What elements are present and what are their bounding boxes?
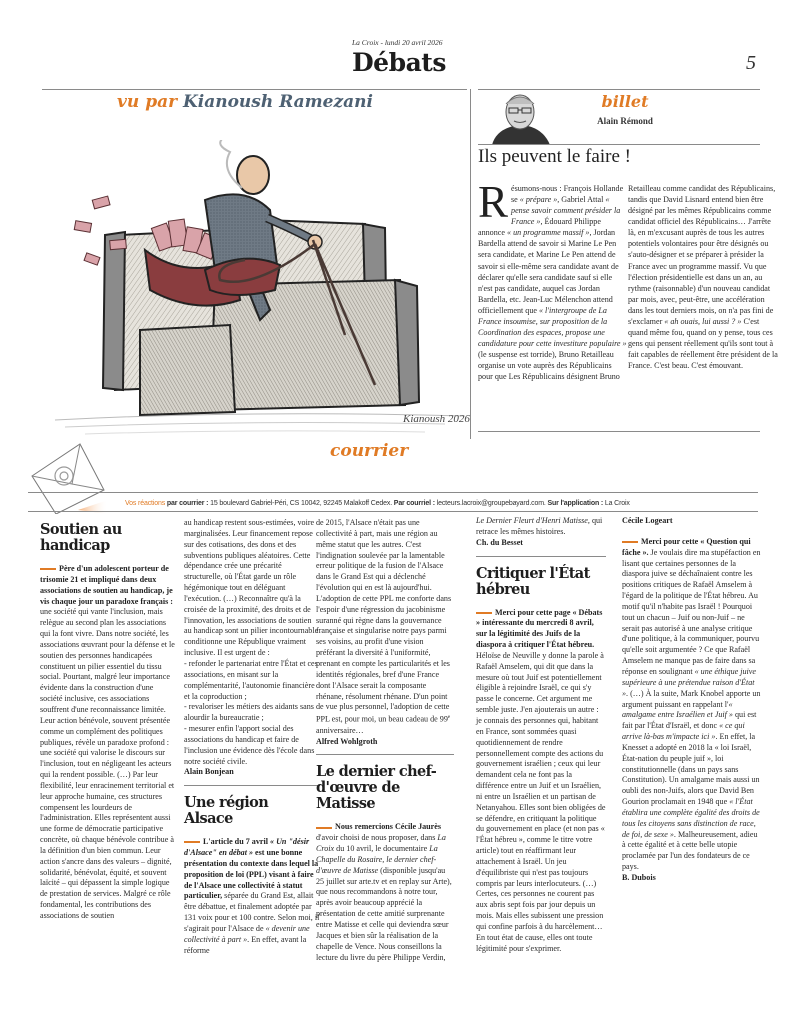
cartoon-prefix: vu par [117, 92, 178, 112]
text-run: ésumons-nous : François Hollande se [511, 184, 624, 205]
letter-separator [184, 785, 320, 786]
billet-column-1 [478, 177, 628, 382]
letters-column-4 [476, 516, 606, 955]
letters-column-2 [184, 518, 320, 957]
letter-lead-alsace-2: est une bonne présentation du contexte dans lequel la proposition de loi (PPL) visant à faire de l'Alsace une collectivité à statut particulier, [184, 848, 319, 901]
app-label: Sur l'application : [547, 500, 604, 507]
documentary-title: La Chapelle du Rosaire, le dernier chef-d'œuvre de Matisse [316, 844, 438, 875]
mail-address: 15 boulevard Gabriel-Péri, CS 10042, 92245 Malakoff Cedex. [208, 500, 394, 507]
quote-4: « l'État établira une complète égalité des droits de tous les citoyens sans distinction de race, de foi, de sexe » [622, 797, 760, 839]
billet-title: Ils peuvent le faire ! [478, 146, 631, 167]
billet-text-2 [628, 184, 778, 370]
letter-lead-alsace-quote: « Un "désir d'Alsace" en débat » [184, 837, 310, 858]
email-label: Par courriel : [393, 500, 435, 507]
quoted-text: « un programme massif » [507, 228, 590, 238]
letter-body-matisse-3: (disponible jusqu'au 25 juillet sur arte.tv et en replay sur Arte), que nous recommandons à notre tour, après avoir beaucoup apprécié la présentation de cette amitié surprenante entre Matisse et celle qui deviendra sœur Jacques et bien sûr la réalisation de la chapelle de Vence. Nous conseillons la lecture du livre du père Philippe Verdin, [316, 865, 452, 962]
reactions-line [125, 500, 630, 507]
text-run: Retailleau comme candidat des Républicains, tandis que David Lisnard entend bien être désigné par les mêmes Républicains comme candidat officiel des Républicains… J'arrête là, en m'excusant auprès de tous les autres potentiels volontaires pour être désignés ou s'auto-désigner et se préparer à présider la France avec un programme massif. Vu que l'élection présidentielle est dans un an, au rythme (raisonnable) d'un nouveau candidat par mois, avec, peut-être, une accélération dans les tout derniers mois, on n'a pas fini de s'exclamer [628, 184, 776, 326]
letter-lead-handicap: Père d'un adolescent porteur de trisomie 21 et impliqué dans deux associations de soutien au handicap, je vis chaque jour un paradoxe français : [40, 564, 173, 606]
author-photo [484, 90, 556, 145]
text-run: , Édouard Philippe annonce [478, 217, 601, 238]
letter-body-hebreu-2d: . En effet, la Knesset a adopté en 2018 la « loi Israël, État-nation du peuple juif », loi constitutionnelle (dans un pays sans Constitution). Un amalgame mais aussi un oubli des non-Juifs, alors que David Ben Gourion proclamait en 1948 que [622, 732, 760, 807]
reactions-intro: Vos réactions [125, 500, 166, 507]
courrier-rule-top [28, 492, 758, 493]
billet-title-rule [478, 144, 760, 145]
letter-lead-hebreu-1: Merci pour cette page « Débats » intéressante du mercredi 8 avril, sur la légitimité des Juifs de la diaspora à critiquer l'État hébreu. [476, 607, 603, 650]
billet-label: billet [601, 92, 649, 111]
orange-dash-icon [316, 827, 332, 829]
cartoon-top-rule [42, 89, 467, 90]
letter-lead-alsace-1: L'article du 7 avril [203, 837, 270, 847]
text-run: (le suspense est torride), Bruno Retailleau organise un vote auprès des Républicains pour que Les Républicains désignent Bruno [478, 350, 620, 382]
letter-body-alsace-3: de 2015, l'Alsace n'était pas une collectivité à part, mais une région au même statut que les autres. C'est l'indignation soulevée par la lamentable erreur politique de la fusion de l'Alsace dans le Grand Est qui a déclenché l'évolution qui en est là aujourd'hui. L'adoption de cette PPL me conforte dans l'espoir d'une régression du jacobinisme suranné qui règne dans la gouvernance française et singularise notre pays parmi ses voisins, au profit d'une vision préférant la diversité à l'uniformité, prenant en compte les particularités et les identités régionales, bref d'une France dont l'Alsace serait la composante rhénane, résolument rhénane. D'un point de vue plus personnel, l'adoption de cette PPL est, pour moi, un beau cadeau de 99 [316, 518, 452, 724]
letter-body-hebreu-2b: . (…) À la suite, Mark Knobel apporte un argument puissant en rappelant l' [622, 688, 761, 709]
signature-handicap: Alain Bonjean [184, 767, 234, 777]
letter-title-handicap: Soutien au handicap [40, 521, 122, 554]
letter-title-matisse: Le dernier chef-d'œuvre de Matisse [316, 763, 437, 813]
signature-matisse: Ch. du Besset [476, 537, 523, 547]
billet-column-2 [628, 183, 778, 371]
quoted-text: « l'intergroupe de La France insoumise, sur proposition de la Coordination des espaces, propose une candidature pour cette investiture populaire » [478, 305, 627, 349]
text-run: , Jordan Bardella attend de savoir si Marine Le Pen sera candidate, et Marine Le Pen attend de savoir si elle-même sera candidate avant de déclarer qu'elle sera candidate sauf si elle n'est pas candidate, auquel cas Jordan Bardella, etc. Jean-Luc Mélenchon attend officiellement que [478, 228, 619, 315]
page-number: 5 [746, 52, 756, 74]
email-address[interactable]: lecteurs.lacroix@groupebayard.com. [434, 500, 548, 507]
billet-dropcap: R [478, 177, 509, 227]
book-title: Le Dernier Fleurt d'Henri Matisse [476, 516, 588, 525]
mail-label: par courrier : [166, 500, 209, 507]
handicap-bullet-3: - mesurer enfin l'apport social des associations du handicap et faire de l'inclusion une évidence dès l'école dans notre société civile. [184, 724, 315, 766]
letter-body-matisse-2: du 10 avril, le documentaire [334, 844, 430, 854]
orange-dash-icon [40, 568, 56, 570]
letter-body-matisse-1: d'avoir choisi de nous proposer, dans [316, 833, 438, 843]
cartoon-header [20, 92, 470, 112]
billet-author: Alain Rémond [597, 116, 653, 126]
quoted-text: « pense savoir comment présider la France » [511, 195, 621, 227]
letter-body-hebreu-2e: . Malheureusement, adieu à cette égalité et à cette belle utopie proclamée par l'un des fondateurs de ce pays. [622, 829, 758, 872]
dateline: La Croix - lundi 20 avril 2026 [352, 38, 443, 47]
orange-dash-icon [476, 612, 492, 614]
newspaper-title: La Croix [316, 833, 446, 854]
courrier-label: courrier [330, 441, 409, 461]
text-run: C'est quand même fou, quand on y pense, tous ces gens qui pensent réellement qu'ils sont tout à fait capables de réellement être président de la France. C'est beau. C'est émouvant. [628, 316, 778, 371]
letter-title-alsace: Une région Alsace [184, 794, 269, 828]
handicap-bullet-1: - refonder le partenariat entre l'État et ces associations, en misant sur la complémentarité, l'autonomie financière et la coproduction ; [184, 658, 318, 701]
letter-quote-alsace: « devenir une collectivité à part » [184, 924, 310, 944]
quote-1: « une éthique juive supérieure à une prétendue raison d'État » [622, 666, 756, 698]
letters-column-1 [40, 522, 175, 922]
letter-body-hebreu-1: Héloïse de Neuville y donne la parole à Rafaël Amselem, qui dit que dans la mesure où tout Juif est potentiellement éligible à rejoindre Israël, ce qui s'y passe le concerne. Cet argument me semble juste. J'en ajouterais un autre : je connais des personnes qui, habitant en France, sont sommées quasi quotidiennement de rendre personnellement compte des actions du gouvernement israélien ; ceux qui leur demandent cela ne font pas la différence entre un Juif et un Israélien, ni entre un Israélien et un partisan de Netanyahou. Elles sont bien obligées de se défendre, en critiquant la politique du gouvernement en place (et non pas « l'État hébreu », comme le titre votre article) tout en réaffirmant leur attachement à Israël. Un jeu d'équilibriste qui n'est pas toujours compris par leurs interlocuteurs. (…) Certes, ces personnes ne courent pas aux abris sept fois par jour depuis un mois. Mais elles subissent une pression qui confine parfois à du harcèlement… En tout état de cause, elles ont toute légitimité pour s'exprimer. [476, 650, 606, 953]
quote-3: « ce qui arrive là-bas m'impacte ici » [622, 721, 745, 742]
letter-lead-hebreu-2: Merci pour cette « Question qui fâche ». [622, 536, 751, 557]
letter-body-hebreu-2a: Je voulais dire ma stupéfaction en lisant que certaines personnes de la diaspora juive se déchaînaient contre les positions critiques de Rafaël Amselem à l'égard de la politique de l'État hébreu. Au motif qu'il n'habite pas Israël ! Pourquoi tout un chacun – Juif ou non-Juif – ne serait pas autorisé à une analyse critique d'une politique, à la communiquer, pourvu qu'elle soit argumentée ? Ce que Rafaël Amselem ne manque pas de faire dans sa réponse en soulignant [622, 547, 761, 676]
section-title: Débats [352, 48, 446, 77]
orange-dash-icon [622, 541, 638, 543]
courrier-rule-bottom [28, 511, 758, 512]
cartoon-artist: Kianoush Ramezani [182, 92, 373, 112]
signature-hebreu-2: B. Dubois [622, 873, 656, 882]
letter-body-alsace-1: séparée du Grand Est, allait être débattue, et finalement adoptée par 131 voix pour et 100 contre. Selon moi, il s'agirait pour l'Alsace de [184, 891, 320, 933]
letter-body-alsace-2: . En effet, avant la réforme [184, 934, 307, 955]
letter-separator [476, 556, 606, 557]
quoted-text: « ah ouais, lui aussi ? » [664, 316, 742, 326]
letters-column-3 [316, 518, 454, 963]
letter-body-handicap-2: au handicap restent sous-estimées, voire marginalisées. Leur financement repose sur des cotisations, des dons et des subventions publiques aléatoires. Cette dépendance crée une précarité structurelle, où l'État garde un rôle hégémonique tout en déléguant l'exécution. (…) Reconnaître qu'à la croisée de la proximité, des droits et de l'innovation, les associations de soutien au handicap sont un pilier incontournable conditionne une République vraiment inclusive. Il est urgent de : [184, 518, 319, 658]
handicap-bullet-2: - revaloriser les métiers des aidants sans alourdir la bureaucratie ; [184, 702, 314, 723]
letters-column-5 [622, 516, 762, 884]
letter-lead-matisse: Nous remercions Cécile Jaurès [335, 822, 442, 832]
letter-separator [316, 754, 454, 755]
quote-2: « amalgame entre Israélien et Juif » [622, 699, 733, 720]
letter-title-hebreu: Critiquer l'État hébreu [476, 564, 590, 598]
orange-dash-icon [184, 841, 200, 843]
billet-bottom-rule [478, 431, 760, 432]
cartoon-illustration [45, 140, 475, 445]
letter-body-hebreu-2c: qui est fait par l'État d'Israël, et donc [622, 710, 757, 731]
letter-body-matisse-4: , qui retrace les mêmes histoires. [476, 516, 603, 536]
ordinal-suffix: e [447, 715, 451, 721]
envelope-at-icon [28, 440, 108, 514]
text-run: , Gabriel Attal [557, 195, 606, 205]
quoted-text: « prépare » [519, 195, 558, 205]
app-name: La Croix [603, 500, 630, 507]
letter-body-handicap-1: une société qui vante l'inclusion, mais relègue au second plan les associations qui la font vivre. Dans notre société, les associations œuvrant pour la défense et le soutien des personnes handicapées constituent un pilier essentiel du tissu social. Pourtant, malgré leur importance évidente dans la construction d'une société inclusive, ces associations souffrent d'une reconnaissance limitée. Leur action bénévole, souvent présentée comme un complément des politiques publiques, révèle un paradoxe profond : une société qui valorise le discours sur l'inclusion, tout en négligeant les acteurs qui la rendent possible. (…) Par leur flexibilité, leur enracinement territorial et leur approche humaine, ces structures compensent les lourdeurs de l'administration. Elles représentent aussi une forme de démocratie participative concrète, où chaque bénévole contribue à la définition d'un bien commun. Leur action s'ancre dans des valeurs – dignité, solidarité, bénévolat, équité, et souvent laïcité – qui dépassent la simple logique de prestation de services. Malgré ce rôle fondamental, les contributions des associations de soutien [40, 607, 175, 920]
letter-body-alsace-4: anniversaire… [316, 725, 364, 735]
signature-hebreu-1: Cécile Logeart [622, 516, 673, 525]
artist-signature: Kianoush 2026 [403, 413, 470, 425]
signature-alsace: Alfred Wohlgroth [316, 736, 378, 746]
